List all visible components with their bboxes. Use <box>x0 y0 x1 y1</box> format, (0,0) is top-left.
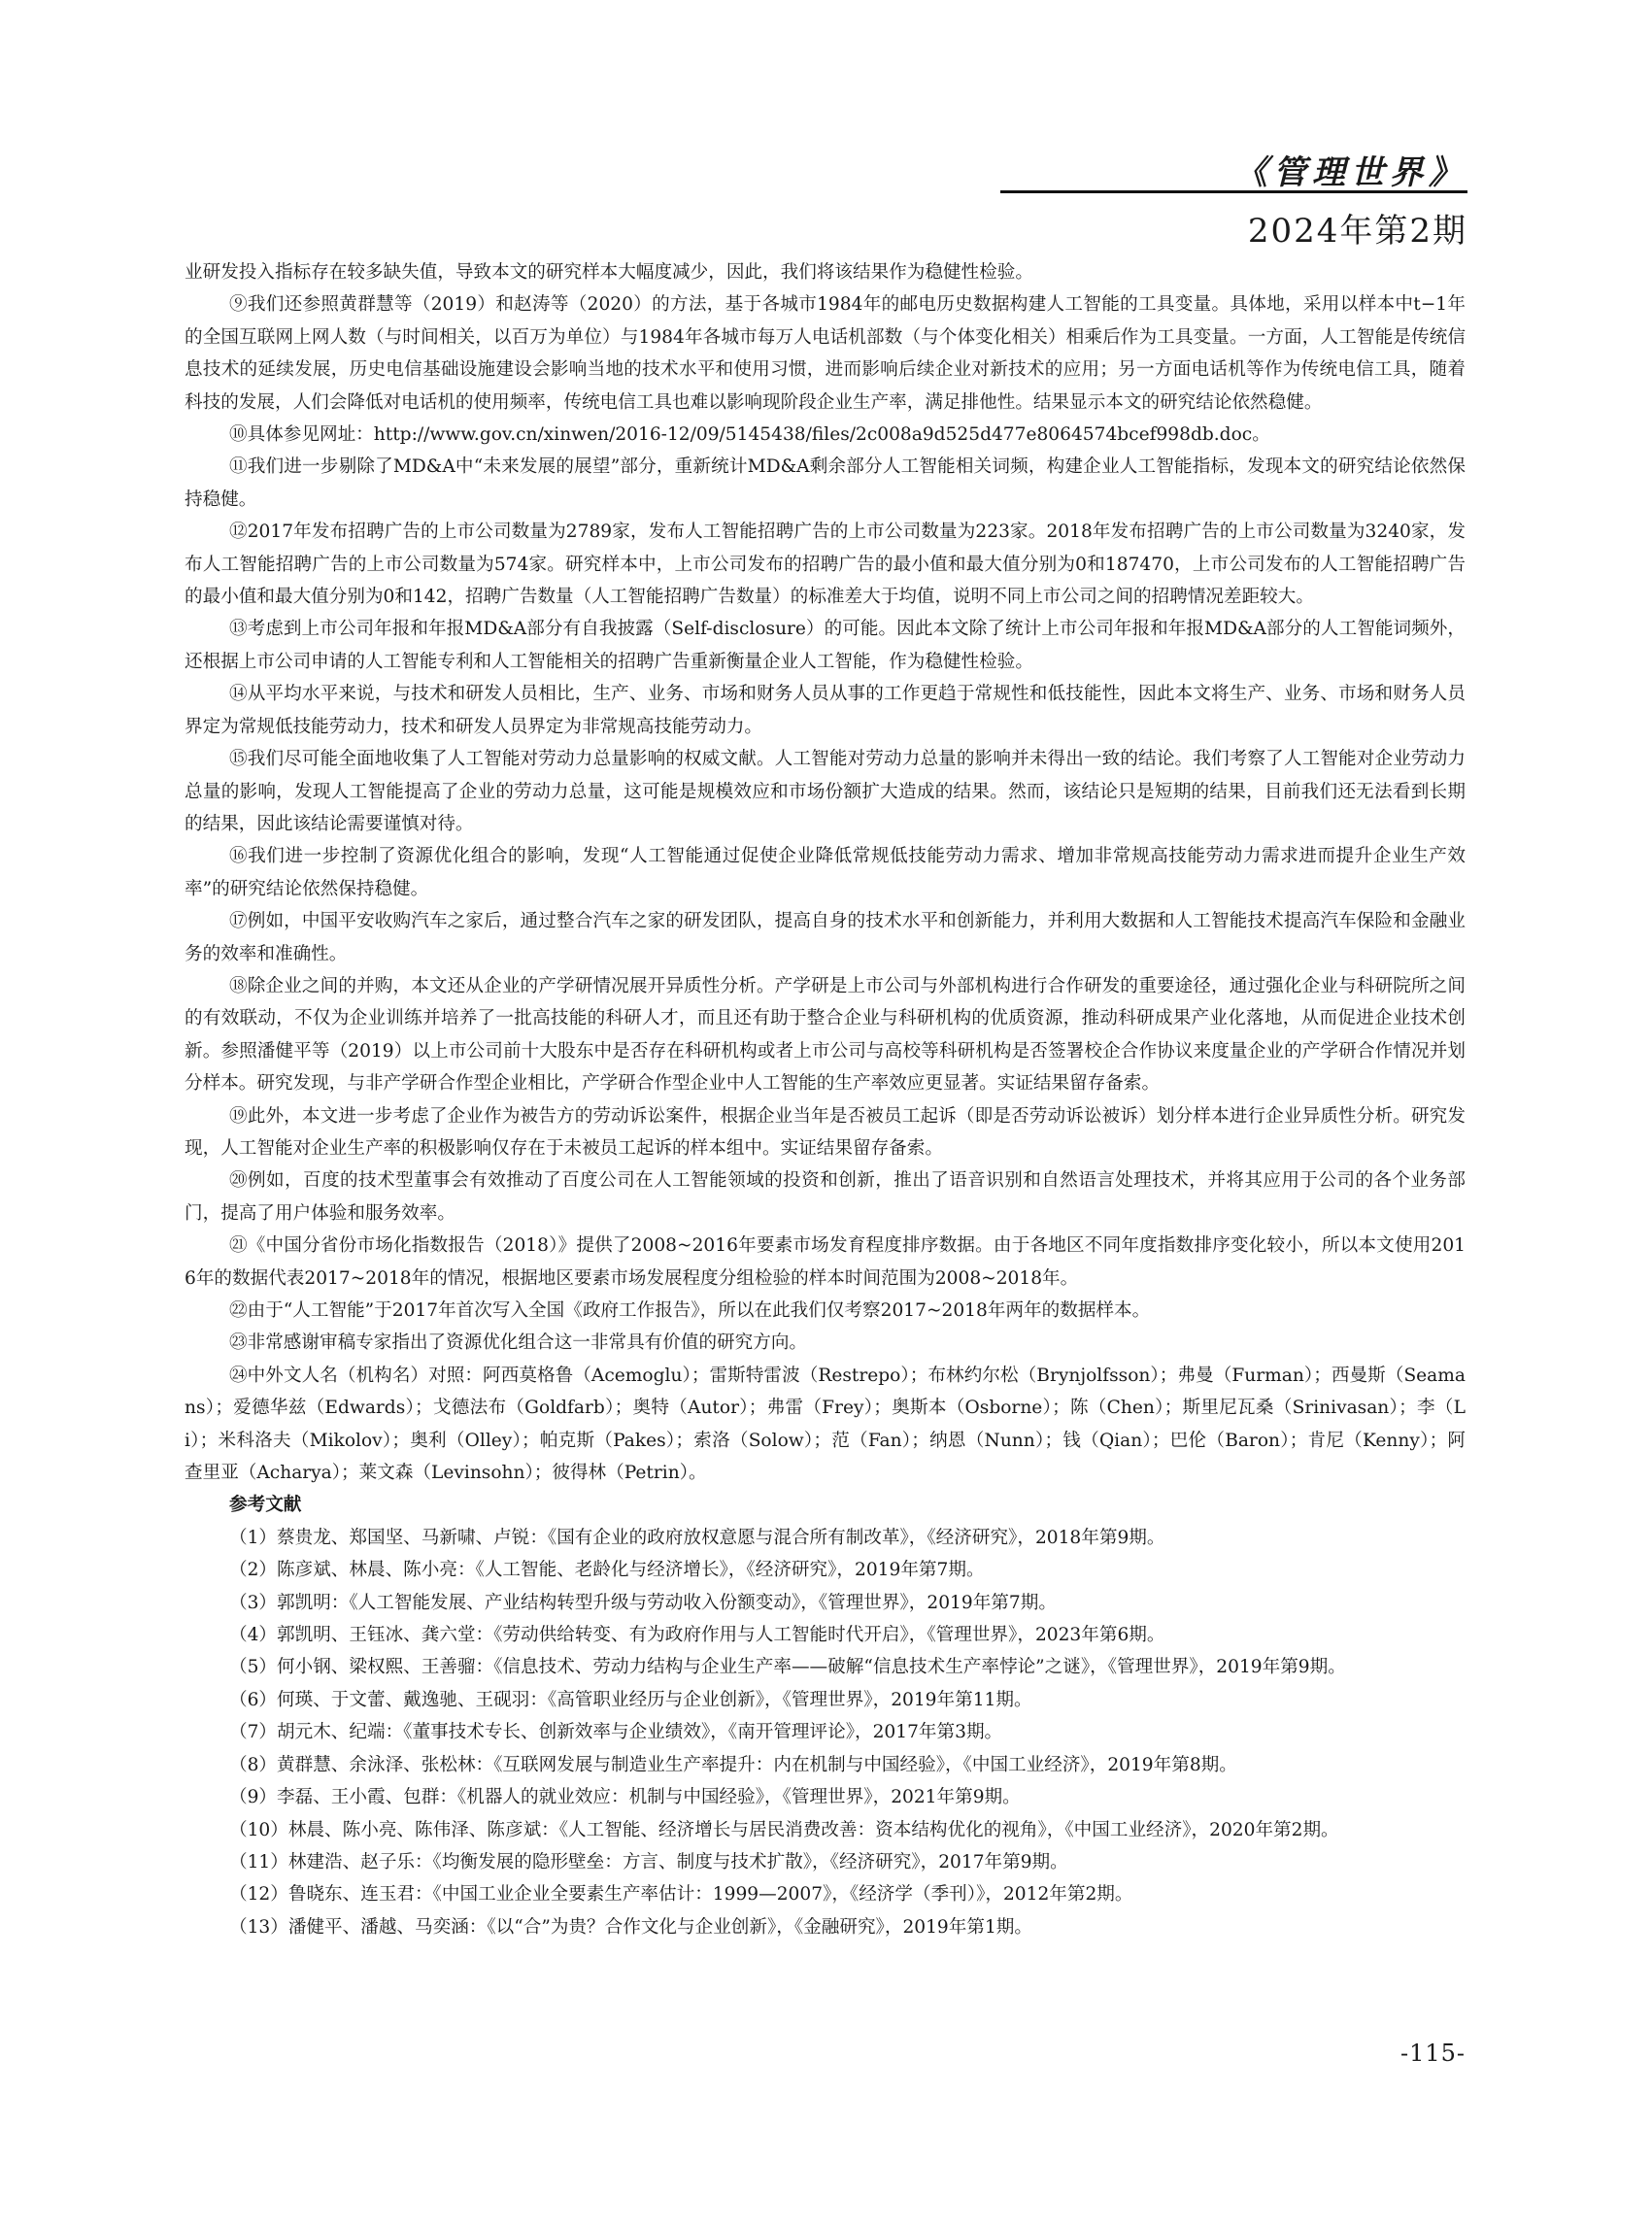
reference-item: （2）陈彦斌、林晨、陈小亮：《人工智能、老龄化与经济增长》，《经济研究》，2019年第7期。 <box>229 1560 985 1581</box>
footnote-24: ㉔中外文人名（机构名）对照：阿西莫格鲁（Acemoglu）；雷斯特雷波（Restrepo）；布林约尔松（Brynjolfsson）；弗曼（Furman）；西曼斯（Seamans）；爱德华兹（Edwards）；戈德法布（Goldfarb）；奥特（Autor）；弗雷（Frey）；奥斯本（Osborne）；陈（Chen）；斯里尼瓦桑（Srinivasan）；李（Li）；米科洛夫（Mikolov）；奥利（Olley）；帕克斯（Pakes）；索洛（Solow）；范（Fan）；纳恩（Nunn）；钱（Qian）；巴伦（Baron）；肯尼（Kenny）；阿查里亚（Acharya）；莱文森（Levinsohn）；彼得林（Petrin）。 <box>185 1365 1466 1484</box>
note-continuation: 业研发投入指标存在较多缺失值，导致本文的研究样本大幅度减少，因此，我们将该结果作为稳健性检验。 <box>185 262 1033 283</box>
page-number: -115- <box>1399 2040 1466 2067</box>
footnote-9: ⑨我们还参照黄群慧等（2019）和赵涛等（2020）的方法，基于各城市1984年的邮电历史数据构建人工智能的工具变量。具体地，采用以样本中t−1年的全国互联网上网人数（与时间相关，以百万为单位）与1984年各城市每万人电话机部数（与个体变化相关）相乘后作为工具变量。一方面，人工智能是传统信息技术的延续发展，历史电信基础设施建设会影响当地的技术水平和使用习惯，进而影响后续企业对新技术的应用；另一方面电话机等作为传统电信工具，随着科技的发展，人们会降低对电话机的使用频率，传统电信工具也难以影响现阶段企业生产率，满足排他性。结果显示本文的研究结论依然稳健。 <box>185 294 1466 413</box>
footnote-15: ⑮我们尽可能全面地收集了人工智能对劳动力总量影响的权威文献。人工智能对劳动力总量的影响并未得出一致的结论。我们考察了人工智能对企业劳动力总量的影响，发现人工智能提高了企业的劳动力总量，这可能是规模效应和市场份额扩大造成的结果。然而，该结论只是短期的结果，目前我们还无法看到长期的结果，因此该结论需要谨慎对待。 <box>185 749 1466 834</box>
footnote-16: ⑯我们进一步控制了资源优化组合的影响，发现“人工智能通过促使企业降低常规低技能劳动力需求、增加非常规高技能劳动力需求进而提升企业生产效率”的研究结论依然保持稳健。 <box>185 846 1466 899</box>
reference-item: （12）鲁晓东、连玉君：《中国工业企业全要素生产率估计：1999—2007》，《经济学（季刊）》，2012年第2期。 <box>229 1884 1133 1906</box>
reference-item: （6）何瑛、于文蕾、戴逸驰、王砚羽：《高管职业经历与企业创新》，《管理世界》，2019年第11期。 <box>229 1689 1032 1710</box>
journal-title: 《管理世界》 <box>1234 153 1467 192</box>
footnote-23: ㉓非常感谢审稿专家指出了资源优化组合这一非常具有价值的研究方向。 <box>229 1332 808 1354</box>
reference-item: （3）郭凯明：《人工智能发展、产业结构转型升级与劳动收入份额变动》，《管理世界》，2019年第7期。 <box>229 1592 1057 1613</box>
footnote-11: ⑪我们进一步剔除了MD&A中“未来发展的展望”部分，重新统计MD&A剩余部分人工智能相关词频，构建企业人工智能指标，发现本文的研究结论依然保持稳健。 <box>185 456 1466 510</box>
reference-item: （7）胡元木、纪端：《董事技术专长、创新效率与企业绩效》，《南开管理评论》，2017年第3期。 <box>229 1722 1003 1743</box>
footnote-17: ⑰例如，中国平安收购汽车之家后，通过整合汽车之家的研发团队，提高自身的技术水平和创新能力，并利用大数据和人工智能技术提高汽车保险和金融业务的效率和准确性。 <box>185 911 1466 964</box>
footnote-10: ⑩具体参见网址：http://www.gov.cn/xinwen/2016-12/09/5145438/files/2c008a9d525d477e8064574bcef998db.doc。 <box>229 424 1270 446</box>
footnote-13: ⑬考虑到上市公司年报和年报MD&A部分有自我披露（Self-disclosure）的可能。因此本文除了统计上市公司年报和年报MD&A部分的人工智能词频外，还根据上市公司申请的人工智能专利和人工智能相关的招聘广告重新衡量企业人工智能，作为稳健性检验。 <box>185 619 1466 672</box>
footnote-21: ㉑《中国分省份市场化指数报告（2018）》提供了2008~2016年要素市场发育程度排序数据。由于各地区不同年度指数排序变化较小，所以本文使用2016年的数据代表2017~2018年的情况，根据地区要素市场发展程度分组检验的样本时间范围为2008~2018年。 <box>185 1235 1466 1289</box>
footnote-19: ⑲此外，本文进一步考虑了企业作为被告方的劳动诉讼案件，根据企业当年是否被员工起诉（即是否劳动诉讼被诉）划分样本进行企业异质性分析。研究发现，人工智能对企业生产率的积极影响仅存在于未被员工起诉的样本组中。实证结果留存备索。 <box>185 1105 1466 1159</box>
reference-item: （5）何小钢、梁权熙、王善骝：《信息技术、劳动力结构与企业生产率——破解“信息技术生产率悖论”之谜》，《管理世界》，2019年第9期。 <box>229 1657 1346 1678</box>
reference-item: （11）林建浩、赵子乐：《均衡发展的隐形壁垒：方言、制度与技术扩散》，《经济研究》，2017年第9期。 <box>229 1851 1068 1872</box>
references-heading: 参考文献 <box>229 1495 302 1516</box>
footnote-12: ⑫2017年发布招聘广告的上市公司数量为2789家，发布人工智能招聘广告的上市公司数量为223家。2018年发布招聘广告的上市公司数量为3240家，发布人工智能招聘广告的上市公司数量为574家。研究样本中，上市公司发布的招聘广告的最小值和最大值分别为0和187470，上市公司发布的人工智能招聘广告的最小值和最大值分别为0和142，招聘广告数量（人工智能招聘广告数量）的标准差大于均值，说明不同上市公司之间的招聘情况差距较大。 <box>185 522 1466 608</box>
reference-item: （9）李磊、王小霞、包群：《机器人的就业效应：机制与中国经验》，《管理世界》，2021年第9期。 <box>229 1787 1021 1808</box>
header-rule <box>1000 190 1467 193</box>
reference-item: （10）林晨、陈小亮、陈伟泽、陈彦斌：《人工智能、经济增长与居民消费改善：资本结构优化的视角》，《中国工业经济》，2020年第2期。 <box>229 1819 1339 1840</box>
footnote-14: ⑭从平均水平来说，与技术和研发人员相比，生产、业务、市场和财务人员从事的工作更趋于常规性和低技能性，因此本文将生产、业务、市场和财务人员界定为常规低技能劳动力，技术和研发人员界定为非常规高技能劳动力。 <box>185 684 1466 737</box>
footnote-20: ⑳例如，百度的技术型董事会有效推动了百度公司在人工智能领域的投资和创新，推出了语音识别和自然语言处理技术，并将其应用于公司的各个业务部门，提高了用户体验和服务效率。 <box>185 1170 1466 1224</box>
reference-item: （4）郭凯明、王钰冰、龚六堂：《劳动供给转变、有为政府作用与人工智能时代开启》，《管理世界》，2023年第6期。 <box>229 1625 1165 1646</box>
article-body <box>185 256 1466 1943</box>
reference-item: （1）蔡贵龙、郑国坚、马新啸、卢锐：《国有企业的政府放权意愿与混合所有制改革》，《经济研究》，2018年第9期。 <box>229 1527 1165 1548</box>
reference-item: （13）潘健平、潘越、马奕涵：《以“合”为贵？合作文化与企业创新》，《金融研究》，2019年第1期。 <box>229 1916 1032 1938</box>
reference-item: （8）黄群慧、余泳泽、张松林：《互联网发展与制造业生产率提升：内在机制与中国经验》，《中国工业经济》，2019年第8期。 <box>229 1754 1237 1775</box>
footnote-18: ⑱除企业之间的并购，本文还从企业的产学研情况展开异质性分析。产学研是上市公司与外部机构进行合作研发的重要途径，通过强化企业与科研院所之间的有效联动，不仅为企业训练并培养了一批高技能的科研人才，而且还有助于整合企业与科研机构的优质资源，推动科研成果产业化落地，从而促进企业技术创新。参照潘健平等（2019）以上市公司前十大股东中是否存在科研机构或者上市公司与高校等科研机构是否签署校企合作协议来度量企业的产学研合作情况并划分样本。研究发现，与非产学研合作型企业相比，产学研合作型企业中人工智能的生产率效应更显著。实证结果留存备索。 <box>185 975 1466 1095</box>
issue-label: 2024年第2期 <box>1247 212 1467 251</box>
footnote-22: ㉒由于“人工智能”于2017年首次写入全国《政府工作报告》，所以在此我们仅考察2017~2018年两年的数据样本。 <box>229 1300 1151 1321</box>
